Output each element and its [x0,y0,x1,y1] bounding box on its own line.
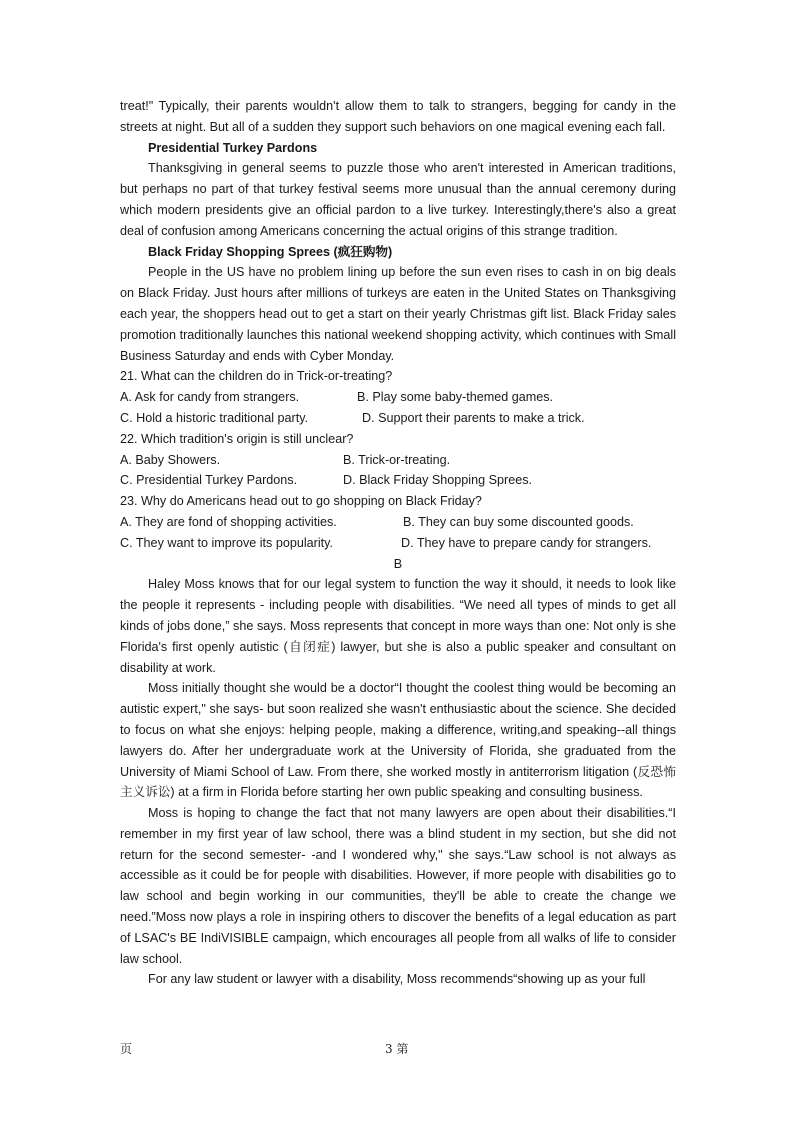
options-row [120,533,676,554]
question-stem: 23. Why do Americans head out to go shopping on Black Friday? [120,494,482,509]
page-number: 3 第 [385,1042,409,1056]
option-c: C. Hold a historic traditional party. [120,410,309,425]
heading-black-friday: Black Friday Shopping Sprees (疯狂购物) [148,244,393,259]
paragraph-b3: Moss is hoping to change the fact that not many lawyers are open about their disabilities.“I remember in my first year of law school, there was a blind student in my section, but she did not return for the second semester- -and I wondered why," she says.“Law school is not always as accessible as it could be for people with disabilities. However, if more people with disabilities go to law school and begin working in our communities, they'll be able to create the change we need.”Moss now plays a role in inspiring others to discover the benefits of a legal education as part of LSAC's BE IndiVISIBLE campaign, which encourages all people from all walks of life to consider law school. [120,806,676,966]
options-row [120,387,676,408]
question-stem: 22. Which tradition's origin is still unclear? [120,431,354,446]
option-d: D. Black Friday Shopping Sprees. [343,473,532,488]
option-a: A. Baby Showers. [120,452,221,467]
options-row [120,408,676,429]
option-c: C. Presidential Turkey Pardons. [120,473,298,488]
question-23 [120,491,676,553]
option-d: D. They have to prepare candy for strangers. [401,535,652,550]
paragraph-b2: Moss initially thought she would be a doctor“I thought the coolest thing would be becoming an autistic expert," she says- but soon realized she wasn't enthusiastic about the science. She decided to focus on what she enjoys: helping people, making a difference, writing,and speaking--all things lawyers do. After her undergraduate work at the University of Florida, she graduated from the University of Miami School of Law. From there, she worked mostly in antiterrorism litigation (反恐怖主义诉讼) at a firm in Florida before starting her own public speaking and consulting business. [120,681,676,800]
section-label-b: B [393,556,403,571]
options-row [120,450,676,471]
option-a: A. Ask for candy from strangers. [120,390,300,405]
question-22 [120,429,676,491]
options-row [120,512,676,533]
paragraph-b1: Haley Moss knows that for our legal system to function the way it should, it needs to look like the people it represents - including people with disabilities. “We need all types of minds to get all kinds of jobs done,” she says. Moss represents that concept in more ways than one: Not only is she Florida's first openly autistic (自闭症) lawyer, but she is also a public speaker and consultant on disability at work. [120,577,676,675]
document-page [120,96,676,990]
option-d: D. Support their parents to make a trick. [362,410,585,425]
option-b: B. They can buy some discounted goods. [403,514,634,529]
footer-left-text: 页 [120,1042,133,1056]
option-b: B. Trick-or-treating. [343,452,451,467]
paragraph-b4: For any law student or lawyer with a disability, Moss recommends“showing up as your full [148,972,646,987]
page-footer [120,1040,676,1060]
option-a: A. They are fond of shopping activities. [120,514,337,529]
paragraph-black-friday: People in the US have no problem lining up before the sun even rises to cash in on big deals on Black Friday. Just hours after millions of turkeys are eaten in the United States on Thanksgiving each year, the shoppers head out to get a start on their yearly Christmas gift list. Black Friday sales promotion traditionally launches this national weekend shopping activity, which continues with Small Business Saturday and ends with Cyber Monday. [120,265,676,363]
heading-turkey-pardons: Presidential Turkey Pardons [148,140,318,155]
paragraph-turkey-pardons: Thanksgiving in general seems to puzzle those who aren't interested in American traditions, but perhaps no part of that turkey festival seems more unusual than the annual ceremony during which modern presidents give an official pardon to a live turkey. Interestingly,there's also a great deal of confusion among Americans concerning the actual origins of this strange tradition. [120,161,676,238]
passage-a-continuation: treat!" Typically, their parents wouldn't allow them to talk to strangers, begging for candy in the streets at night. But all of a sudden they support such behaviors on one magical evening each fall. [120,99,676,134]
options-row [120,470,676,491]
option-b: B. Play some baby-themed games. [357,390,553,405]
question-stem: 21. What can the children do in Trick-or-treating? [120,369,393,384]
question-21 [120,366,676,428]
option-c: C. They want to improve its popularity. [120,535,334,550]
